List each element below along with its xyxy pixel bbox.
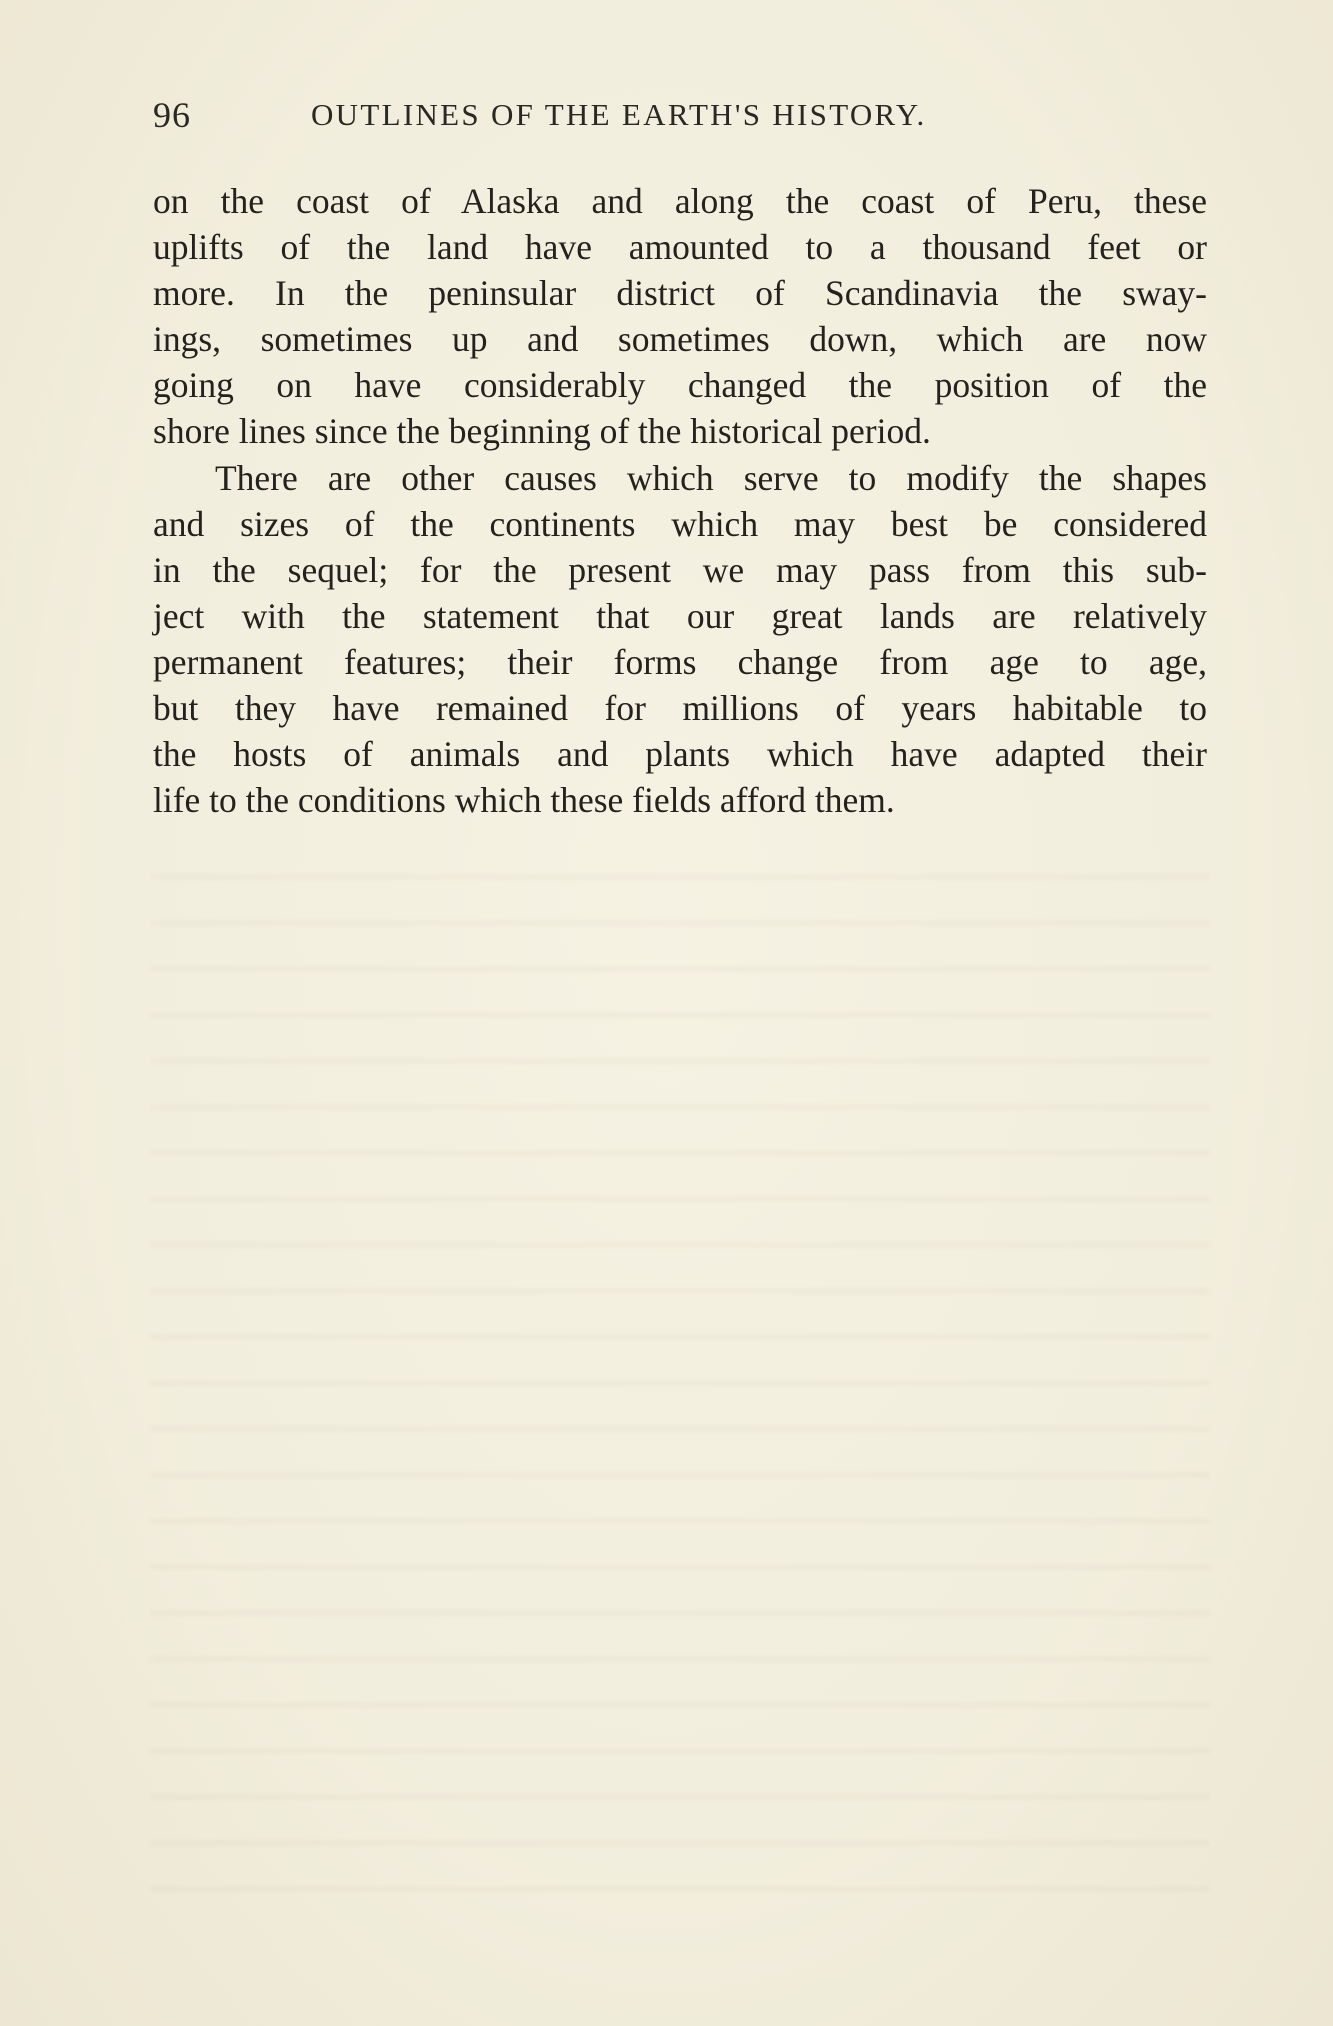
text-line: more. In the peninsular district of Scandinavia the sway- (153, 273, 1207, 314)
text-line: going on have considerably changed the position of the (153, 365, 1207, 406)
text-line: and sizes of the continents which may best be considered (153, 503, 1207, 544)
text-line: shore lines since the beginning of the historical period. (153, 411, 931, 452)
text-line: on the coast of Alaska and along the coast of Peru, these (153, 181, 1207, 221)
text-line: life to the conditions which these fields afford them. (153, 780, 895, 821)
text-line: permanent features; their forms change from age to age, (153, 641, 1207, 682)
running-head: OUTLINES OF THE EARTH'S HISTORY. (311, 97, 927, 132)
paragraph-1 (153, 178, 1207, 455)
text-line: ings, sometimes up and sometimes down, which are now (153, 319, 1207, 360)
text-line: but they have remained for millions of years habitable to (153, 688, 1207, 729)
page-number: 96 (153, 95, 191, 135)
show-through-from-reverse (150, 845, 1210, 1925)
page-header (150, 94, 1210, 142)
text-line: There are other causes which serve to modify the shapes (215, 457, 1207, 498)
paragraph-2 (153, 455, 1207, 824)
body-text (153, 178, 1207, 823)
text-line: ject with the statement that our great lands are relatively (153, 595, 1207, 636)
text-line: uplifts of the land have amounted to a thousand feet or (153, 227, 1207, 268)
text-line: in the sequel; for the present we may pass from this sub- (153, 549, 1207, 590)
text-line: the hosts of animals and plants which have adapted their (153, 734, 1207, 775)
